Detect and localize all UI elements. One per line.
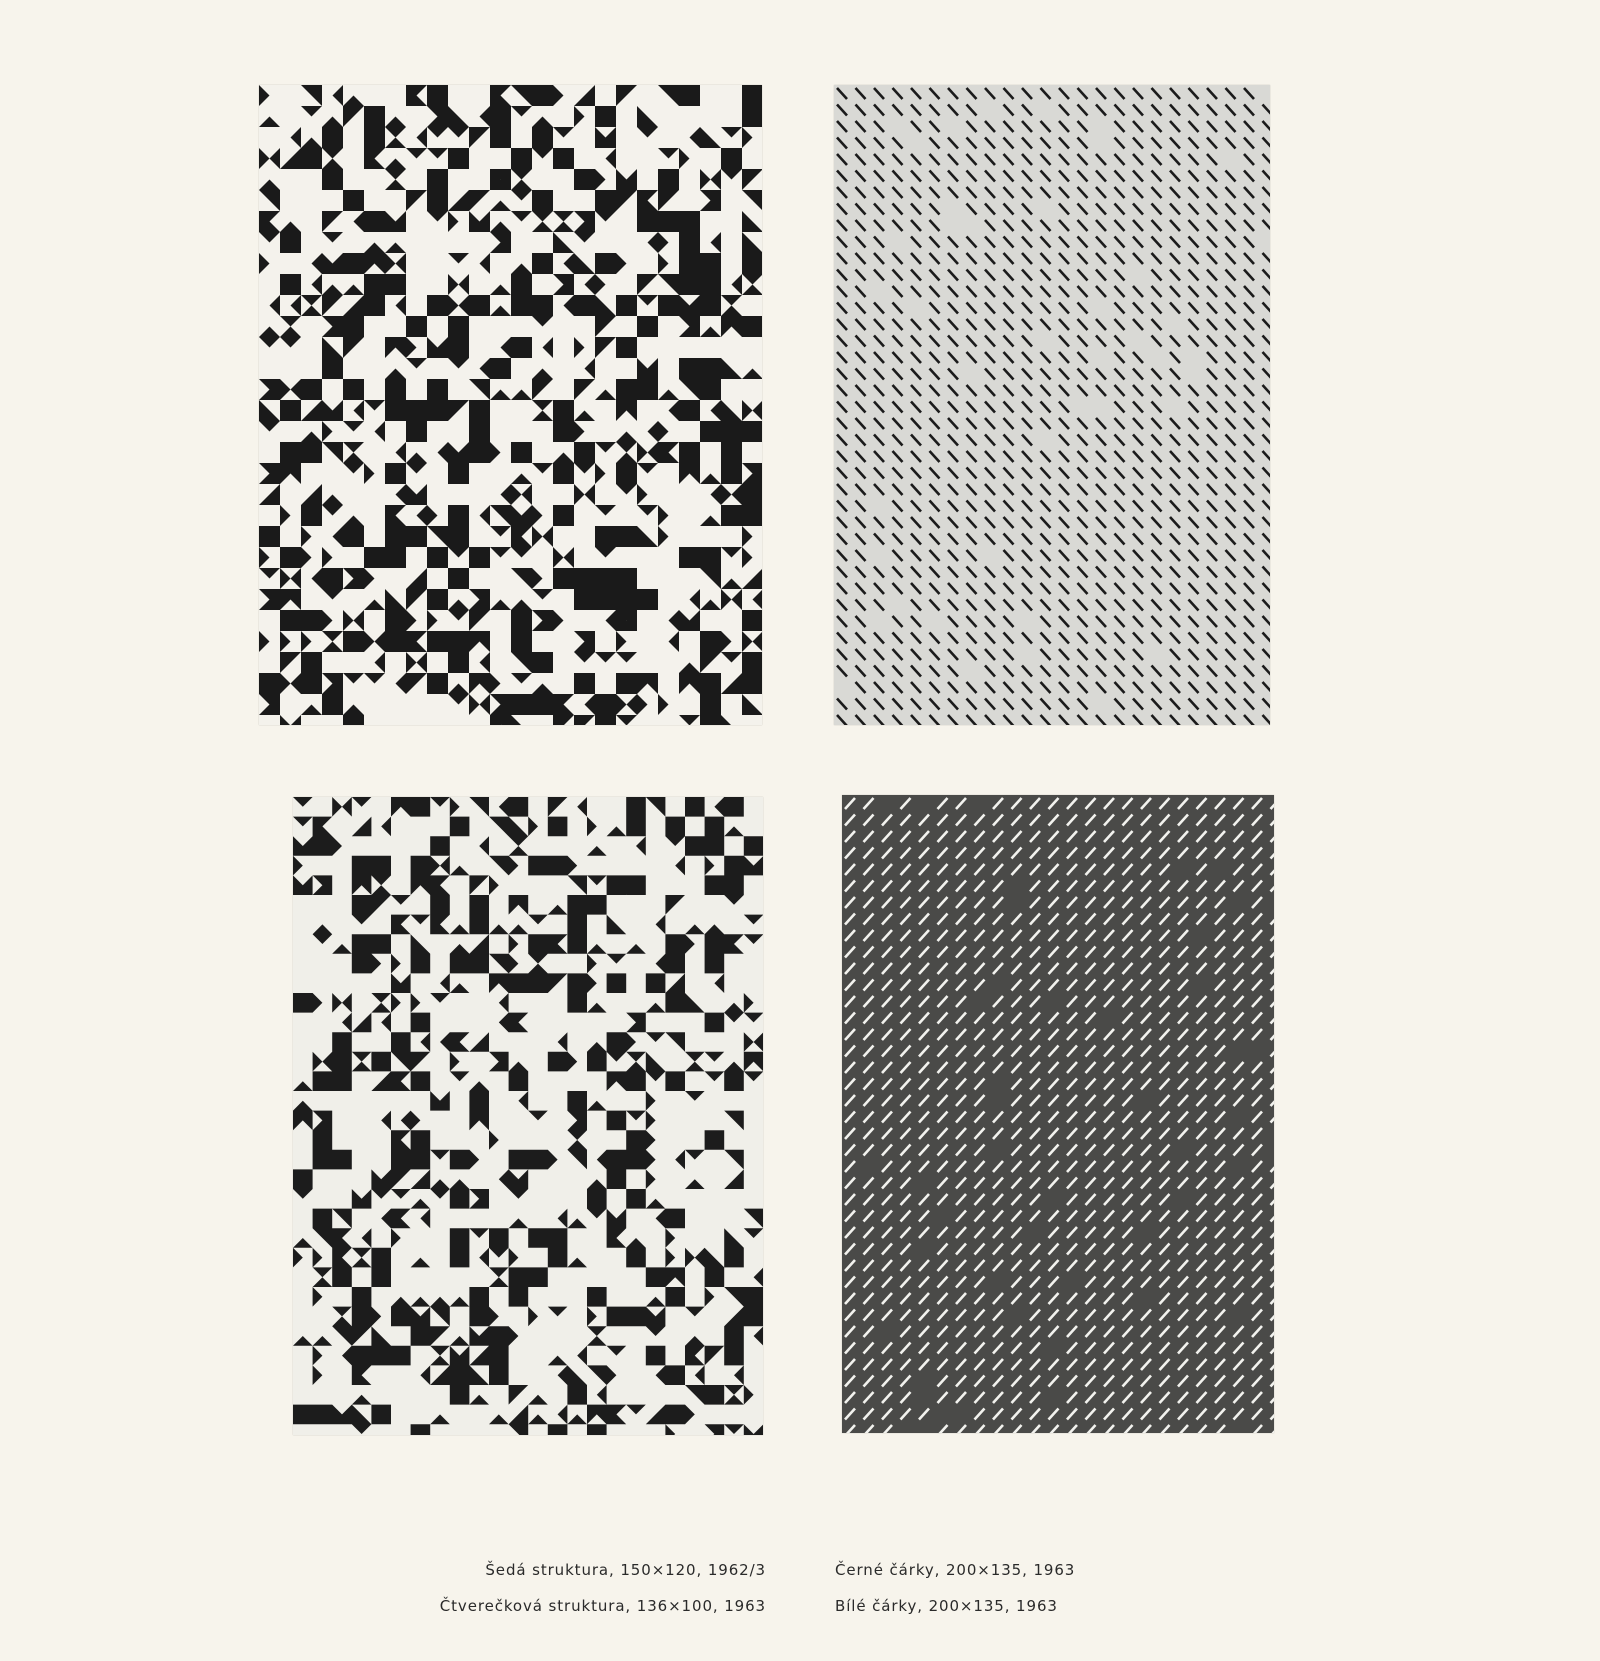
caption-cerne-carky: Černé čárky, 200×135, 1963 (835, 1561, 1076, 1579)
caption-ctvereckova-struktura: Čtverečková struktura, 136×100, 1963 (439, 1597, 766, 1615)
artwork-bile-carky (842, 795, 1274, 1433)
caption-column-right (835, 1555, 1075, 1627)
dash-pattern-image (834, 85, 1270, 725)
artwork-seda-struktura (259, 85, 762, 725)
caption-seda-struktura: Šedá struktura, 150×120, 1962/3 (485, 1561, 766, 1579)
triangle-pattern-image (259, 85, 762, 725)
caption-column-left (440, 1555, 766, 1627)
caption-bile-carky: Bílé čárky, 200×135, 1963 (835, 1597, 1058, 1615)
dash-pattern-image (842, 795, 1274, 1433)
artwork-ctvereckova-struktura (293, 797, 763, 1435)
triangle-pattern-image (293, 797, 763, 1435)
artwork-cerne-carky (834, 85, 1270, 725)
